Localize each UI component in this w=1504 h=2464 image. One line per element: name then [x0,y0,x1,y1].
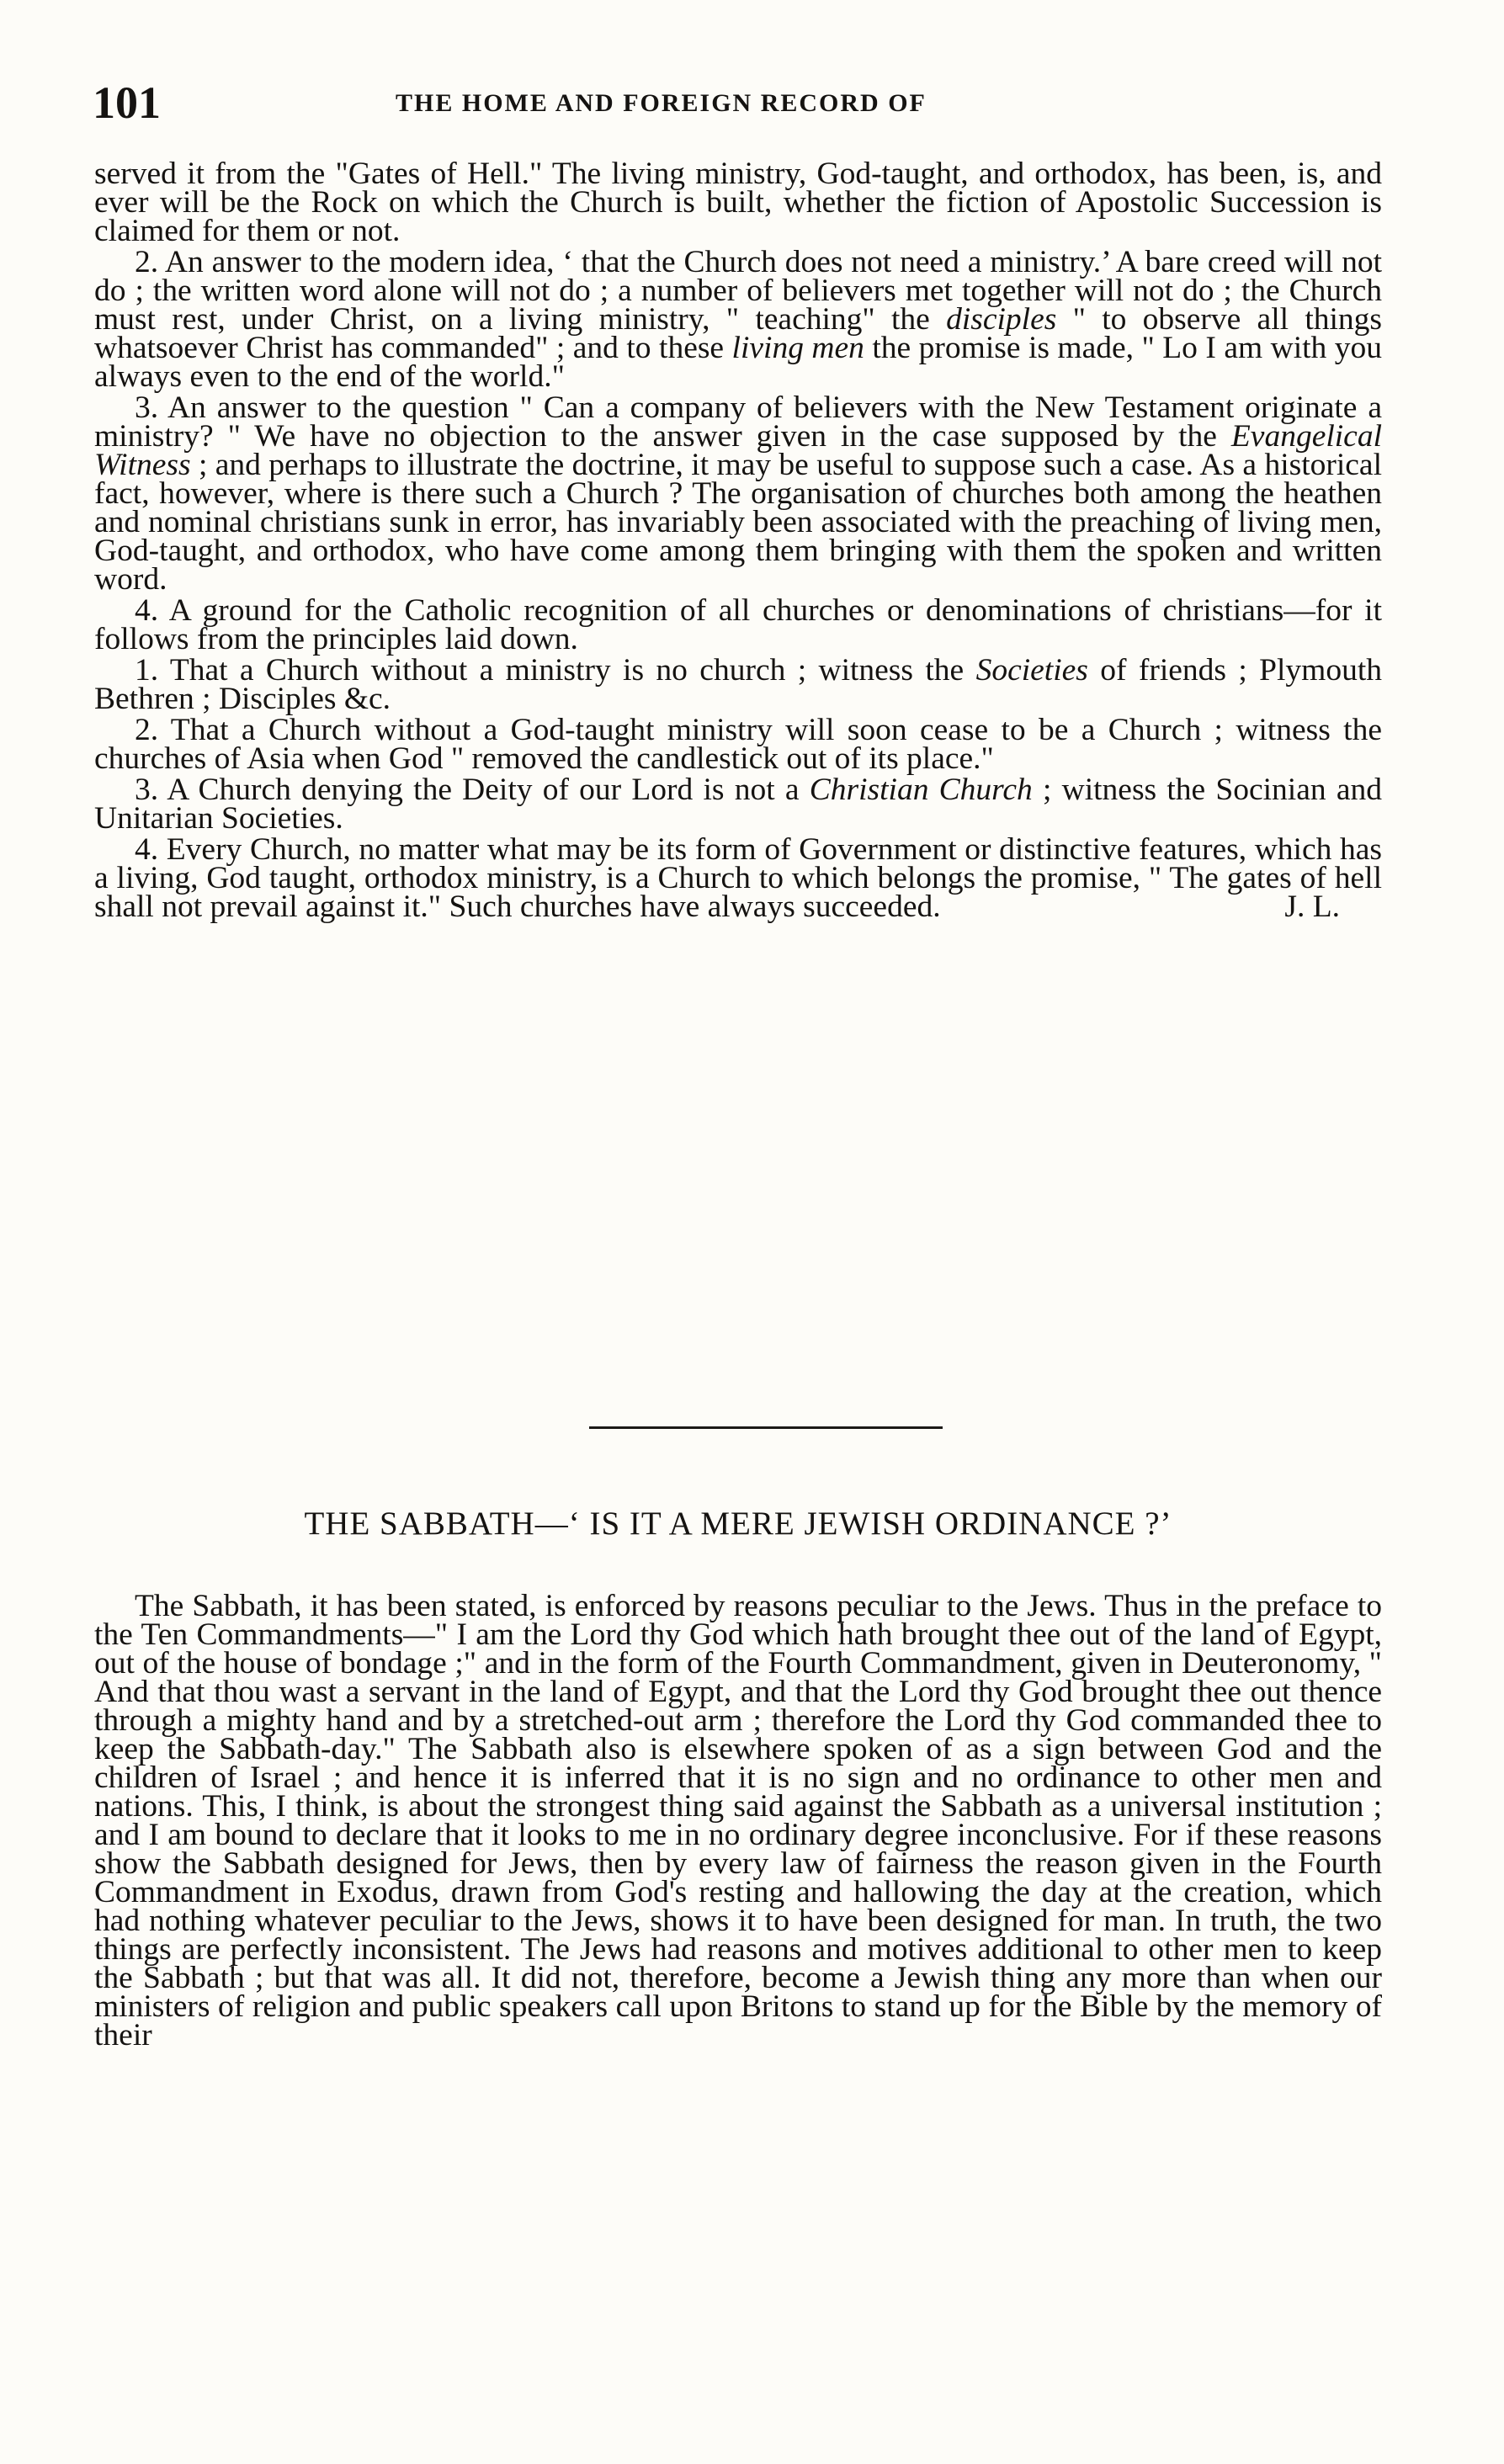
italic-run: living men [731,331,864,365]
paragraph-point-4: 4. A ground for the Catholic recognition of all churches or denominations of christians—for it follows from the principles laid down. [94,593,1382,656]
text-run: 1. That a Church without a ministry is no church ; witness the [135,653,976,688]
italic-run: Evangelical Witness [94,419,1382,482]
text-run: ; and perhaps to illustrate the doctrine, it may be useful to suppose such a case. As a historical fact, however, where is there such a Church ? The organisation of churches both among the heathen and nominal christians sunk in error, has invariably been associated with the preaching of living men, God-taught, and orthodox, who have come among them bringing with them the spoken and written word. [94,448,1382,597]
list-item-3 [94,773,1382,836]
section-divider [589,1426,943,1429]
list-item-1 [94,653,1382,716]
page-header [93,77,1380,128]
article-paragraph: The Sabbath, it has been stated, is enforced by reasons peculiar to the Jews. Thus in the preface to the Ten Commandments—" I am the Lord thy God which hath brought thee out of the land of Egypt, out of the house of bondage ;" and in the form of the Fourth Commandment, given in Deuteronomy, " And that thou wast a servant in the land of Egypt, and that the Lord thy God brought thee out thence through a mighty hand and by a stretched-out arm ; therefore the Lord thy God commanded thee to keep the Sabbath-day." The Sabbath also is elsewhere spoken of as a sign between God and the children of Israel ; and hence it is inferred that it is no sign and no ordinance to other men and nations. This, I think, is about the strongest thing said against the Sabbath as a universal institution ; and I am bound to declare that it looks to me in no ordinary degree inconclusive. For if these reasons show the Sabbath designed for Jews, then by every law of fairness the reason given in the Fourth Commandment in Exodus, drawn from God's resting and hallowing the day at the creation, which had nothing whatever peculiar to the Jews, shows it to have been designed for man. In truth, the two things are perfectly inconsistent. The Jews had reasons and motives additional to other men to keep the Sabbath ; but that was all. It did not, therefore, become a Jewish thing any more than when our ministers of religion and public speakers call upon Britons to stand up for the Bible by the memory of their [94,1589,1382,2052]
article-title: THE SABBATH—‘ IS IT A MERE JEWISH ORDINANCE ?’ [304,1505,1172,1542]
author-signature: J. L. [1284,889,1340,924]
paragraph-point-2 [94,245,1382,394]
italic-run: Societies [975,653,1088,688]
text-run: " to observe all things whatsoever Christ has commanded" ; and to these [94,302,1382,365]
text-run: ; witness the Socinian and Unitarian Societies. [94,773,1382,836]
article-one [94,157,1382,924]
paragraph-continuation: served it from the "Gates of Hell." The living ministry, God-taught, and orthodox, has been, is, and ever will be the Rock on which the Church is built, whether the fiction of Apostolic Succession is claimed for them or not. [94,157,1382,248]
text-run: 3. A Church denying the Deity of our Lord is not a [135,773,810,807]
page-number: 101 [93,77,161,128]
article-two [94,1589,1382,2052]
text-run: of friends ; Plymouth Bethren ; Disciples &c. [94,653,1382,716]
text-run: 3. An answer to the question " Can a company of believers with the New Testament originate a ministry? " We have no objection to the answer given in the case supposed by the [94,390,1382,454]
text-run: 4. Every Church, no matter what may be its form of Government or distinctive features, which has a living, God taught, orthodox ministry, is a Church to which belongs the promise, " The gates of hell shall not prevail against it." Such churches have always succeeded. [94,832,1382,924]
text-run: 2. An answer to the modern idea, ‘ that the Church does not need a ministry.’ A bare creed will not do ; the written word alone will not do ; a number of believers met together will not do ; the Church must rest, under Christ, on a living ministry, " teaching" the [94,245,1382,337]
list-item-4 [94,832,1382,924]
list-item-2: 2. That a Church without a God-taught ministry will soon cease to be a Church ; witness the churches of Asia when God " removed the candlestick out of its place." [94,713,1382,776]
italic-run: disciples [946,302,1057,337]
running-title: THE HOME AND FOREIGN RECORD OF [396,89,927,117]
italic-run: Christian Church [809,773,1033,807]
paragraph-point-3 [94,390,1382,597]
text-run: the promise is made, " Lo I am with you always even to the end of the world." [94,331,1382,394]
